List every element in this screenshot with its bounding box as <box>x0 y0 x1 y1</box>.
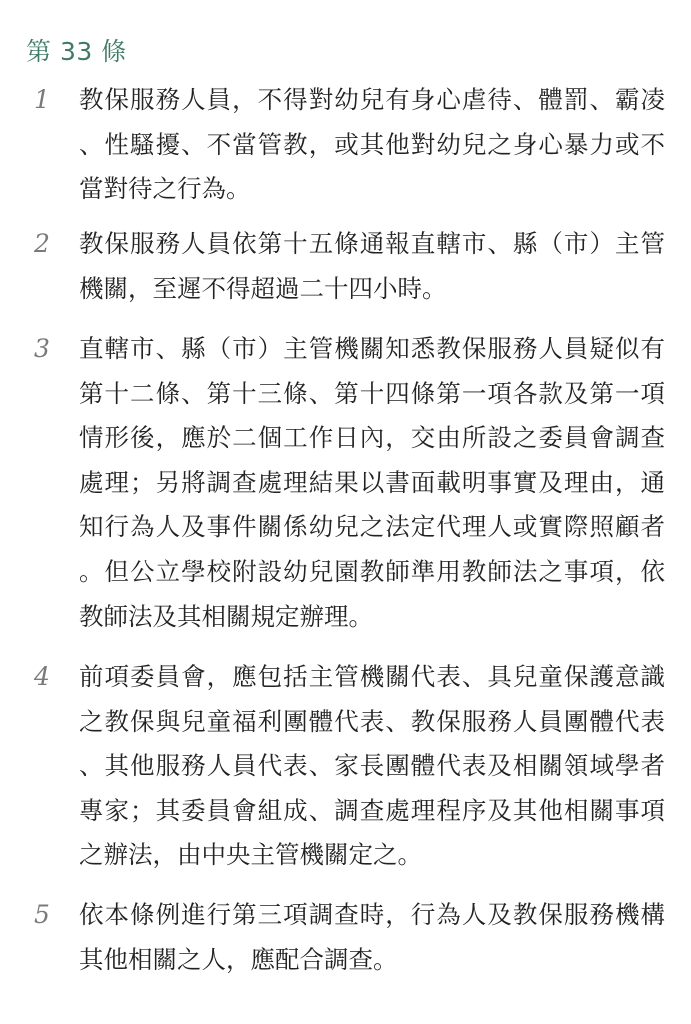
paragraph-number: 2 <box>34 229 50 258</box>
paragraph-number: 1 <box>34 85 50 114</box>
paragraph-number: 3 <box>34 334 50 363</box>
paragraph-number: 4 <box>34 662 50 691</box>
paragraph-text: 前項委員會，應包括主管機關代表、具兒童保護意識之教保與兒童福利團體代表、教保服務人員團體代表、其他服務人員代表、家長團體代表及相關領域學者專家；其委員會組成、調查處理程序及其他相關事項之辦法，由中央主管機關定之。 <box>79 662 665 870</box>
paragraph-text: 教保服務人員，不得對幼兒有身心虐待、體罰、霸凌、性騷擾、不當管教，或其他對幼兒之身心暴力或不當對待之行為。 <box>79 85 665 204</box>
paragraph-text: 依本條例進行第三項調查時，行為人及教保服務機構其他相關之人，應配合調查。 <box>79 900 665 974</box>
paragraph-text: 直轄市、縣（市）主管機關知悉教保服務人員疑似有第十二條、第十三條、第十四條第一項各款及第一項情形後，應於二個工作日內，交由所設之委員會調查處理；另將調查處理結果以書面載明事實及理由，通知行為人及事件關係幼兒之法定代理人或實際照顧者。但公立學校附設幼兒園教師準用教師法之事項，依教師法及其相關規定辦理。 <box>79 334 665 631</box>
paragraph-text: 教保服務人員依第十五條通報直轄市、縣（市）主管機關，至遲不得超過二十四小時。 <box>79 229 665 303</box>
article-title: 第 33 條 <box>26 37 127 66</box>
paragraph-number: 5 <box>34 900 50 929</box>
